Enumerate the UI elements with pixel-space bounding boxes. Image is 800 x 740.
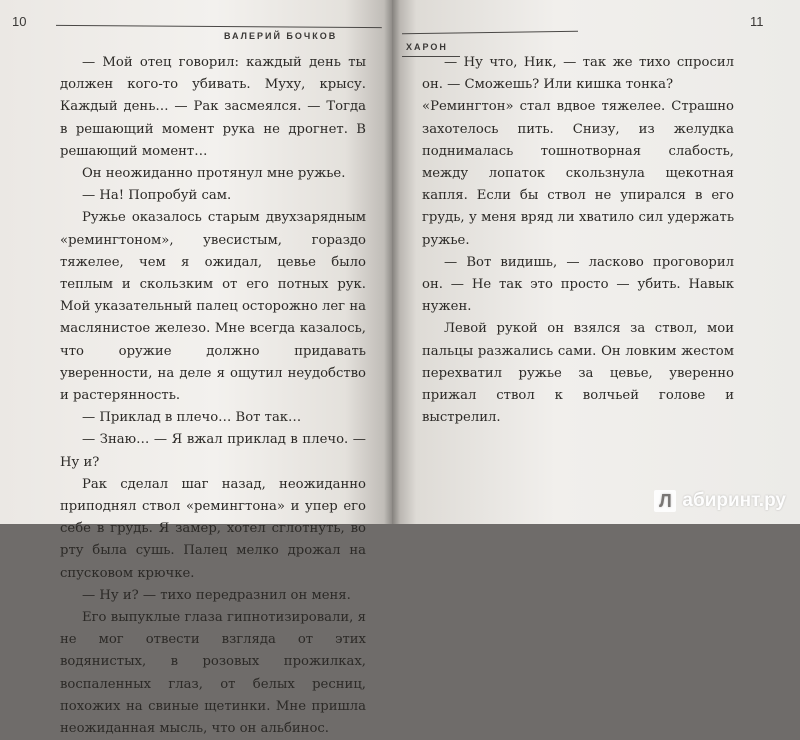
paragraph: «Ремингтон» стал вдвое тяжелее. Страшно захотелось пить. Снизу, из желудка поднималась тошнотворная слабость, между лопаток скользнула щекотная капля. Если бы ствол не упирался в его грудь, у меня вряд ли хватило сил удержать ружье. (422, 99, 734, 248)
watermark-text: абиринт.ру (682, 490, 786, 511)
right-page-number: 11 (750, 14, 764, 29)
paragraph: — Вот видишь, — ласково проговорил он. — Не так это просто — убить. Навык нужен. (422, 254, 734, 315)
right-header-rule (402, 31, 578, 34)
paragraph: — Знаю… — Я вжал приклад в плечо. — Ну и? (60, 432, 366, 470)
right-running-head: ХАРОН (406, 42, 448, 52)
left-page-number: 10 (12, 14, 27, 29)
paragraph: — Мой отец говорил: каждый день ты должен кого-то убивать. Муху, крысу. Каждый день… — Рак засмеялся. — Тогда в решающий момент рука не дрогнет. В решающий момент… (60, 55, 366, 159)
paragraph: — Ну что, Ник, — так же тихо спросил он. — Сможешь? Или кишка тонка? (422, 55, 734, 93)
right-page (392, 0, 800, 524)
paragraph: Рак сделал шаг назад, неожиданно приподнял ствол «ремингтона» и упер его себе в грудь. Я замер, хотел сглотнуть, во рту была сушь. Палец мелко дрожал на спусковом крючке. (60, 476, 366, 581)
left-page-body (60, 52, 366, 740)
left-running-head: ВАЛЕРИЙ БОЧКОВ (224, 31, 338, 41)
labirint-logo-icon: Л (654, 490, 676, 512)
paragraph: Его выпуклые глаза гипнотизировали, я не мог отвести взгляда от этих водянистых, в розовых прожилках, воспаленных глаз, от белых ресниц, похожих на свиные щетинки. Мне пришла неожиданная мысль, что он альбинос. (60, 610, 366, 737)
paragraph: Он неожиданно протянул мне ружье. (82, 166, 346, 182)
paragraph: — Ну и? — тихо передразнил он меня. (82, 587, 351, 603)
paragraph: Ружье оказалось старым двухзарядным «ремингтоном», увесистым, гораздо тяжелее, чем я ожидал, цевье было теплым и скользким от его потных рук. Мой указательный палец осторожно лег на маслянистое железо. Мне всегда казалось, что оружие должно придавать уверенности, на деле я ощутил неудобство и растерянность. (60, 210, 366, 404)
labirint-watermark (654, 490, 786, 512)
paragraph: — На! Попробуй сам. (82, 188, 232, 204)
left-page (0, 0, 392, 737)
right-page-body (422, 52, 734, 429)
paragraph: Левой рукой он взялся за ствол, мои пальцы разжались сами. Он ловким жестом перехватил ружье за цевье, уверенно прижал ствол к волчьей голове и выстрелил. (422, 321, 734, 426)
left-header-rule (56, 25, 382, 28)
paragraph: — Приклад в плечо… Вот так… (82, 410, 302, 426)
